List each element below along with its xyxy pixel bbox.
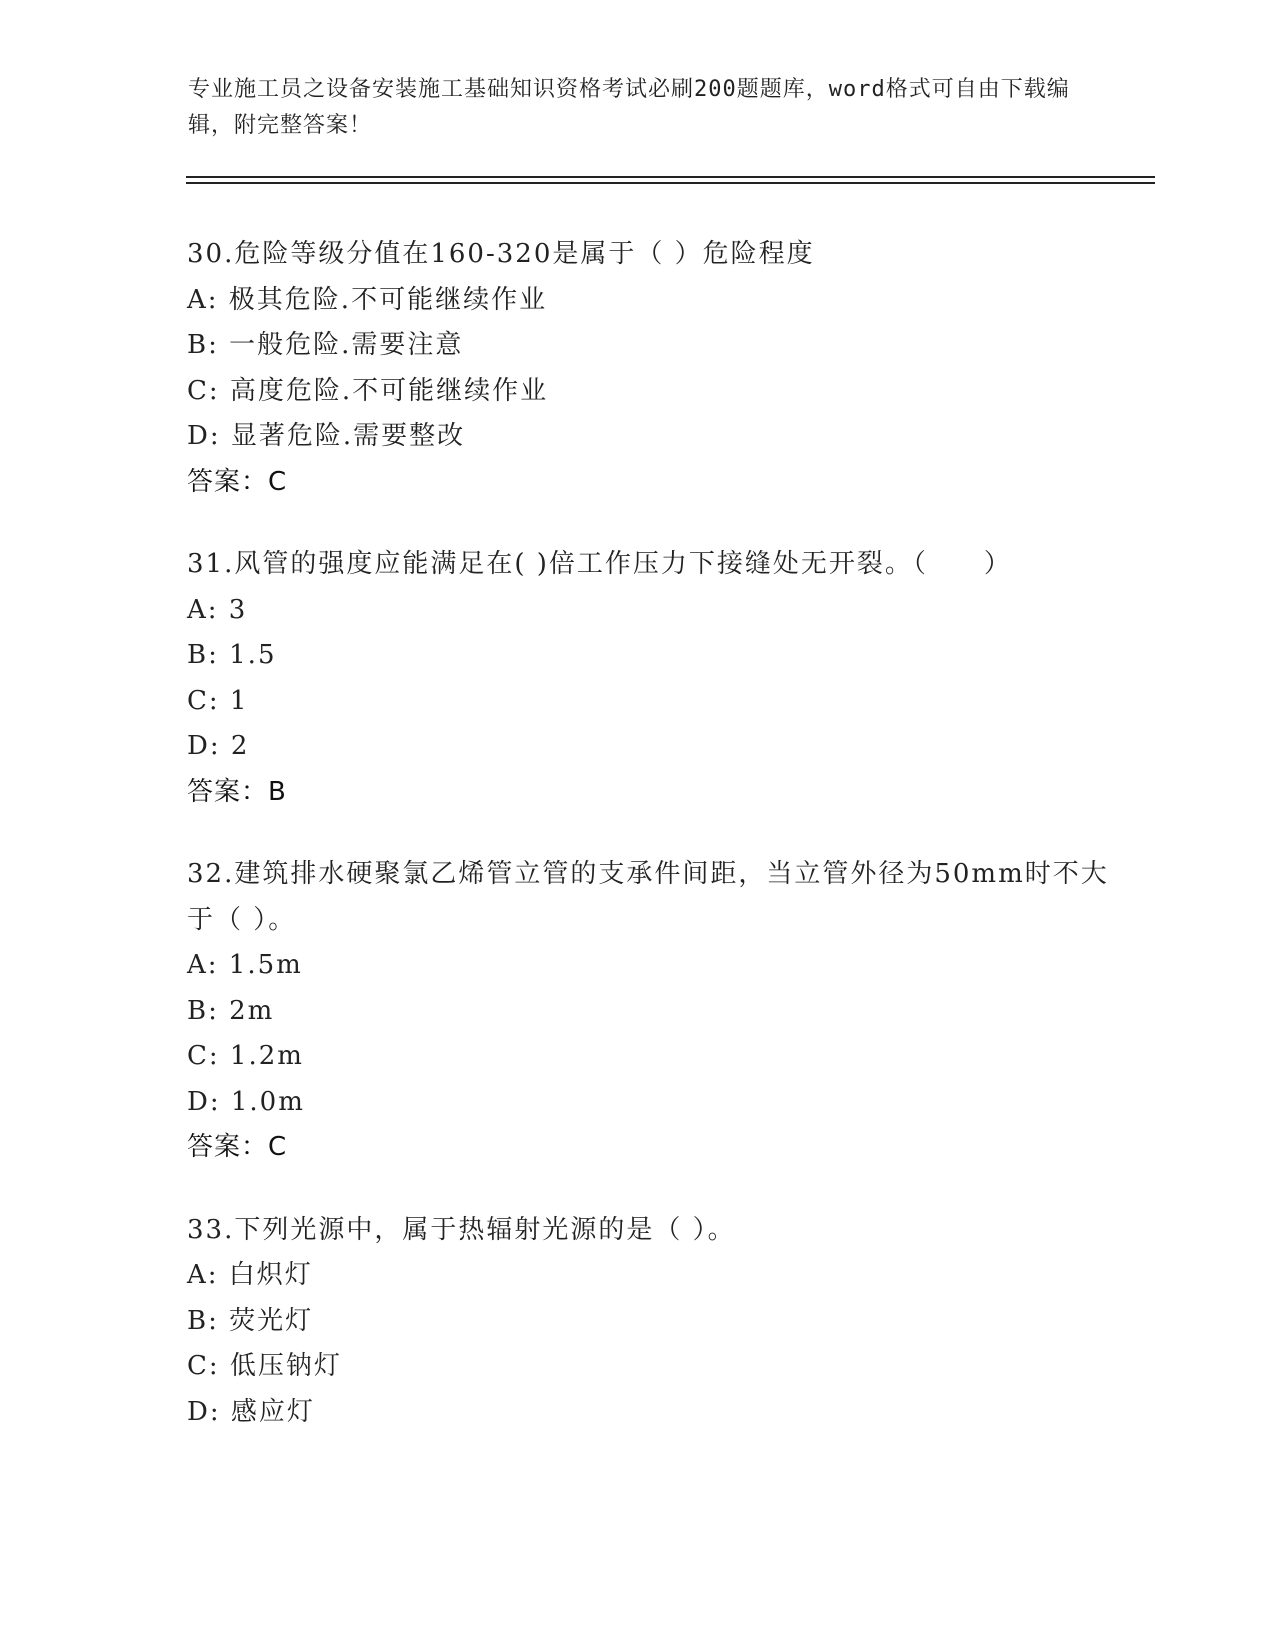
option-c: C: 高度危险.不可能继续作业 — [187, 375, 549, 406]
option-a: A: 白炽灯 — [187, 1260, 313, 1290]
option-d: D: 显著危险.需要整改 — [187, 421, 466, 451]
answer-line: 答案：C — [187, 1132, 288, 1162]
answer-line: 答案：C — [187, 466, 288, 497]
question-31 — [187, 542, 1127, 815]
option-a: A: 1.5m — [187, 950, 303, 980]
option-b: B: 2m — [187, 995, 275, 1026]
header-divider-bottom — [186, 182, 1155, 184]
header-divider-top — [186, 176, 1155, 178]
option-c: C: 1 — [187, 685, 249, 716]
question-33 — [187, 1208, 1127, 1436]
option-c: C: 1.2m — [187, 1041, 304, 1071]
question-stem: 31.风管的强度应能满足在( )倍工作压力下接缝处无开裂。（ ） — [187, 549, 1012, 579]
question-stem: 32.建筑排水硬聚氯乙烯管立管的支承件间距，当立管外径为50mm时不大于（ ）。 — [187, 859, 1109, 935]
question-stem: 30.危险等级分值在160-320是属于（ ）危险程度 — [187, 239, 815, 269]
question-32 — [187, 852, 1127, 1171]
question-stem: 33.下列光源中，属于热辐射光源的是（ ）。 — [187, 1214, 736, 1245]
question-list — [187, 232, 1127, 1472]
option-b: B: 一般危险.需要注意 — [187, 330, 464, 360]
option-b: B: 荧光灯 — [187, 1305, 314, 1336]
document-header: 专业施工员之设备安装施工基础知识资格考试必刷200题题库，word格式可自由下载编辑，附完整答案！ — [188, 77, 1070, 138]
answer-line: 答案：B — [187, 776, 287, 807]
option-c: C: 低压钠灯 — [187, 1351, 342, 1381]
option-d: D: 感应灯 — [187, 1396, 315, 1427]
option-d: D: 1.0m — [187, 1086, 305, 1117]
option-a: A: 极其危险.不可能继续作业 — [187, 284, 548, 315]
option-b: B: 1.5 — [187, 640, 277, 670]
option-d: D: 2 — [187, 731, 250, 761]
option-a: A: 3 — [187, 594, 248, 625]
question-30 — [187, 232, 1127, 505]
